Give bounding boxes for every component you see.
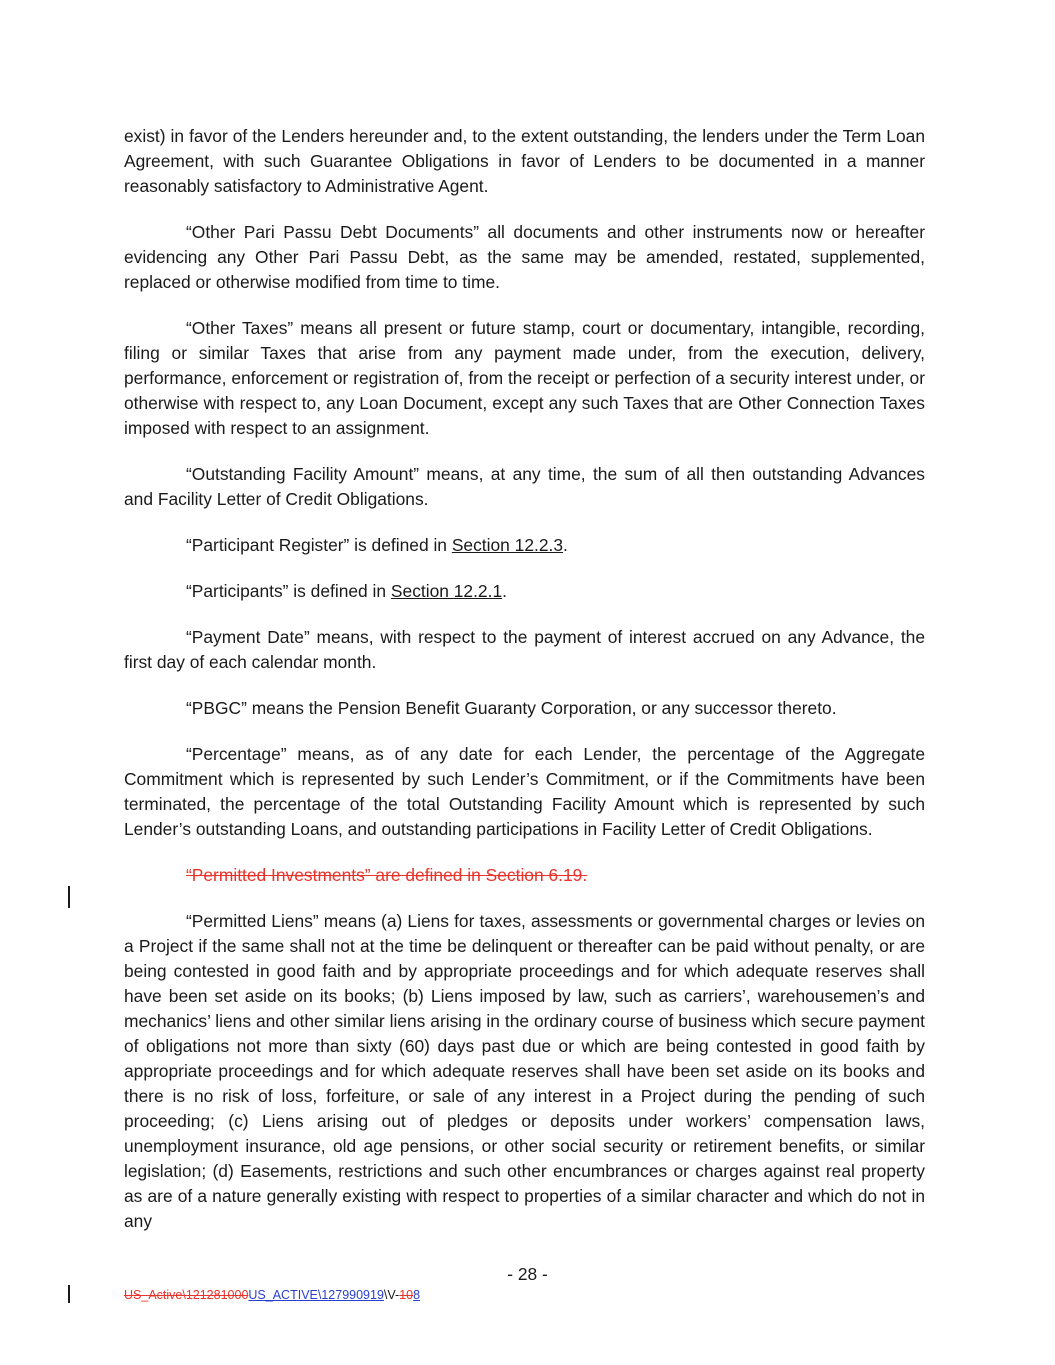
section-reference-link[interactable]: Section 12.2.3	[451, 535, 564, 555]
footer-inserted-id: US_ACTIVE\127990919	[248, 1288, 384, 1302]
deleted-punctuation: .	[582, 865, 588, 885]
definition-participant-register	[124, 533, 925, 558]
document-id-footer	[124, 1287, 420, 1303]
footer-deleted-id: US_Active\121281000	[124, 1288, 249, 1302]
deleted-section-reference: Section 6.19	[485, 865, 583, 885]
definition-text: “Participant Register” is defined in	[186, 535, 452, 555]
paragraph-guarantee-continuation: exist) in favor of the Lenders hereunder and, to the extent outstanding, the lenders under the Term Loan Agreement, with such Guarantee Obligations in favor of Lenders to be documented in a manner reasonably satisfactory to Administrative Agent.	[124, 126, 925, 196]
definition-other-pari-passu-debt-documents: “Other Pari Passu Debt Documents” all documents and other instruments now or hereafter evidencing any Other Pari Passu Debt, as the same may be amended, restated, supplemented, replaced or otherwise modified from time to time.	[124, 222, 925, 292]
deleted-definition-permitted-investments	[124, 863, 925, 888]
definition-payment-date: “Payment Date” means, with respect to the payment of interest accrued on any Advance, the first day of each calendar month.	[124, 627, 925, 672]
definition-participants	[124, 579, 925, 604]
change-bar-deletion	[68, 886, 70, 908]
document-body	[124, 124, 925, 1255]
definition-punctuation: .	[563, 535, 568, 555]
definition-outstanding-facility-amount: “Outstanding Facility Amount” means, at any time, the sum of all then outstanding Advances and Facility Letter of Credit Obligations.	[124, 464, 925, 509]
page-number: - 28 -	[507, 1264, 548, 1284]
footer-separator: \V-	[383, 1288, 400, 1302]
definition-permitted-liens: “Permitted Liens” means (a) Liens for taxes, assessments or governmental charges or levies on a Project if the same shall not at the time be delinquent or thereafter can be paid without penalty, or are being contested in good faith and by appropriate proceedings and for which adequate reserves shall have been set aside on its books; (b) Liens imposed by law, such as carriers’, warehousemen’s and mechanics’ liens and other similar liens arising in the ordinary course of business which secure payment of obligations not more than sixty (60) days past due or which are being contested in good faith by appropriate proceedings and for which adequate reserves shall have been set aside on its books and there is no risk of loss, forfeiture, or sale of any interest in a Project during the pending of such proceeding; (c) Liens arising out of pledges or deposits under workers’ compensation laws, unemployment insurance, old age pensions, or other social security or retirement benefits, or similar legislation; (d) Easements, restrictions and such other encumbrances or charges against real property as are of a nature generally existing with respect to properties of a similar character and which do not in any	[124, 911, 925, 1231]
definition-text: “Participants” is defined in	[186, 581, 391, 601]
definition-other-taxes: “Other Taxes” means all present or future stamp, court or documentary, intangible, recording, filing or similar Taxes that arise from any payment made under, from the execution, delivery, performance, enforcement or registration of, from the receipt or perfection of a security interest under, or otherwise with respect to, any Loan Document, except any such Taxes that are Other Connection Taxes imposed with respect to an assignment.	[124, 318, 925, 438]
footer-deleted-version: 10	[399, 1288, 414, 1302]
section-reference-link[interactable]: Section 12.2.1	[390, 581, 503, 601]
footer-inserted-version: 8	[413, 1288, 421, 1302]
deleted-text: “Permitted Investments” are defined in	[186, 865, 486, 885]
definition-pbgc: “PBGC” means the Pension Benefit Guaranty Corporation, or any successor thereto.	[186, 698, 837, 718]
definition-percentage: “Percentage” means, as of any date for each Lender, the percentage of the Aggregate Commitment which is represented by such Lender’s Commitment, or if the Commitments have been terminated, the percentage of the total Outstanding Facility Amount which is represented by such Lender’s outstanding Loans, and outstanding participations in Facility Letter of Credit Obligations.	[124, 744, 925, 839]
change-bar-footer	[68, 1285, 70, 1303]
definition-punctuation: .	[502, 581, 507, 601]
